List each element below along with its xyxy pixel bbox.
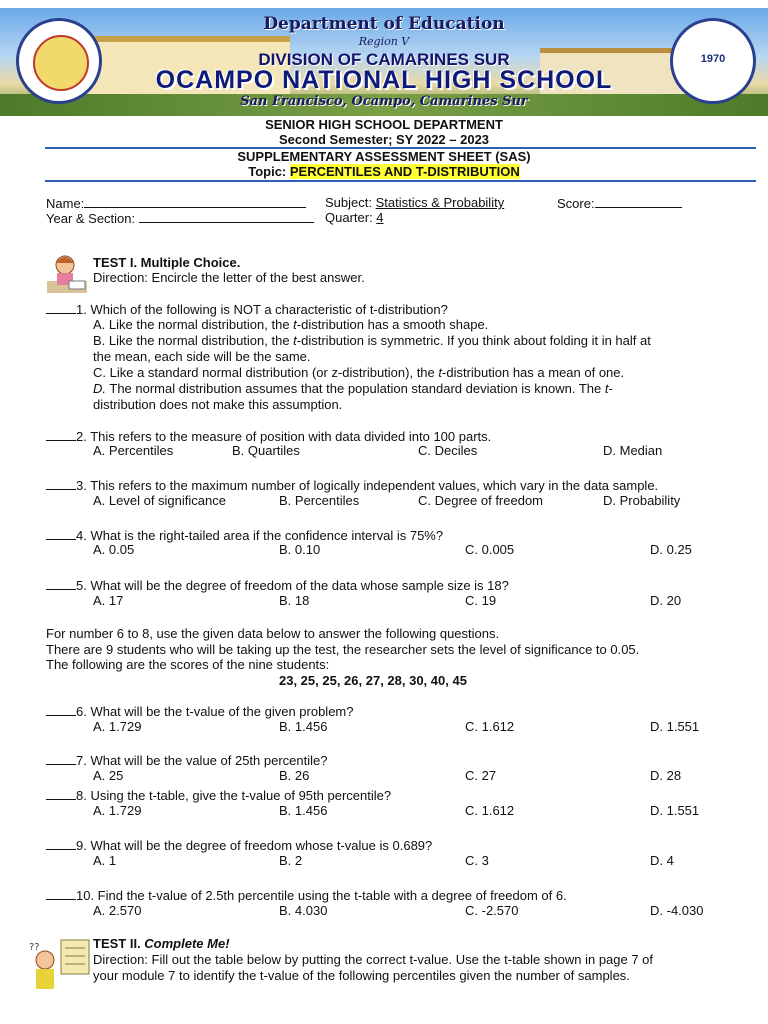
q6-stem: 6. What will be the t-value of the given problem? (46, 703, 353, 720)
q9-stem: 9. What will be the degree of freedom whose t-value is 0.689? (46, 837, 432, 854)
q7-choice-c: C. 27 (465, 768, 497, 783)
svg-text:??: ?? (29, 942, 40, 953)
q10-choice-c: C. -2.570 (465, 903, 519, 918)
q6-choice-d: D. 1.551 (650, 719, 700, 734)
q4-answer-blank[interactable] (46, 527, 76, 540)
q5-choice-d: D. 20 (650, 593, 682, 608)
q6-choice-c: C. 1.612 (465, 719, 515, 734)
quarter-line: Quarter: 4 (325, 210, 384, 225)
name-field[interactable]: Name: (46, 195, 306, 212)
q3-choice-d: D. Probability (603, 493, 681, 508)
q9-choice-c: C. 3 (465, 853, 489, 868)
set-line-3: The following are the scores of the nine students: (46, 657, 330, 672)
set-line-2: There are 9 students who will be taking up the test, the researcher sets the level of significance to 0.05. (46, 642, 640, 657)
q9-choice-d: D. 4 (650, 853, 674, 868)
q10-stem: 10. Find the t-value of 2.5th percentile using the t-table with a degree of freedom of 6. (46, 887, 567, 904)
q10-choice-a: A. 2.570 (93, 903, 142, 918)
q9-choice-a: A. 1 (93, 853, 117, 868)
q3-stem: 3. This refers to the maximum number of logically independent values, which vary in the data sample. (46, 477, 658, 494)
score-field[interactable]: Score: (557, 195, 682, 212)
semester-heading: Second Semester; SY 2022 – 2023 (278, 132, 490, 147)
q2-choice-a: A. Percentiles (93, 443, 174, 458)
test2-direction-1: Direction: Fill out the table below by putting the correct t-value. Use the t-table shown in page 7 of (93, 952, 654, 967)
q4-choice-c: C. 0.005 (465, 542, 515, 557)
q1-choice-a: A. Like the normal distribution, the t-distribution has a smooth shape. (93, 317, 489, 332)
test2-direction-2: your module 7 to identify the t-value of the following percentiles given the number of samples. (93, 968, 630, 983)
banner-school-name: OCAMPO NATIONAL HIGH SCHOOL (155, 66, 613, 94)
q10-choice-d: D. -4.030 (650, 903, 704, 918)
banner-department: Department of Education (263, 14, 505, 34)
q8-choice-a: A. 1.729 (93, 803, 142, 818)
q8-choice-d: D. 1.551 (650, 803, 700, 818)
q1-choice-c: C. Like a standard normal distribution (or z-distribution), the t-distribution has a mean of one. (93, 365, 625, 380)
topic-line: Topic: PERCENTILES AND T-DISTRIBUTION (248, 164, 520, 179)
q1-choice-b: B. Like the normal distribution, the t-distribution is symmetric. If you think about folding it in half at (93, 333, 651, 348)
q10-answer-blank[interactable] (46, 887, 76, 900)
topic-highlight: PERCENTILES AND T-DISTRIBUTION (289, 164, 520, 179)
q5-answer-blank[interactable] (46, 577, 76, 590)
q8-choice-b: B. 1.456 (279, 803, 328, 818)
q4-choice-d: D. 0.25 (650, 542, 692, 557)
q9-answer-blank[interactable] (46, 837, 76, 850)
q1-choice-d-cont: distribution does not make this assumption. (93, 397, 343, 412)
q8-choice-c: C. 1.612 (465, 803, 515, 818)
seal-year: 1970 (700, 53, 726, 65)
test1-direction: Direction: Encircle the letter of the best answer. (93, 270, 365, 285)
q8-stem: 8. Using the t-table, give the t-value of 95th percentile? (46, 787, 391, 804)
q7-choice-b: B. 26 (279, 768, 310, 783)
school-banner (0, 8, 768, 116)
q4-choice-b: B. 0.10 (279, 542, 321, 557)
q2-stem: 2. This refers to the measure of position with data divided into 100 parts. (46, 428, 491, 445)
q6-choice-a: A. 1.729 (93, 719, 142, 734)
q3-choice-a: A. Level of significance (93, 493, 226, 508)
banner-address: San Francisco, Ocampo, Camarines Sur (240, 94, 528, 109)
test2-title: TEST II. Complete Me! (93, 936, 230, 951)
scores-list: 23, 25, 25, 26, 27, 28, 30, 40, 45 (279, 673, 467, 688)
q1-choice-d: D. The normal distribution assumes that the population standard deviation is known. The t- (93, 381, 613, 396)
banner-region: Region V (358, 35, 410, 48)
q3-choice-c: C. Degree of freedom (418, 493, 544, 508)
subject-line: Subject: Statistics & Probability (325, 195, 505, 210)
sheet-title: SUPPLEMENTARY ASSESSMENT SHEET (SAS) (237, 149, 531, 164)
q7-answer-blank[interactable] (46, 752, 76, 765)
q5-choice-b: B. 18 (279, 593, 310, 608)
q6-answer-blank[interactable] (46, 703, 76, 716)
student-thinking-icon (27, 938, 91, 992)
quarter-value: 4 (376, 210, 384, 225)
q2-answer-blank[interactable] (46, 428, 76, 441)
q1-choice-b-cont: the mean, each side will be the same. (93, 349, 311, 364)
q5-choice-a: A. 17 (93, 593, 124, 608)
department-heading: SENIOR HIGH SCHOOL DEPARTMENT (265, 117, 503, 132)
q7-stem: 7. What will be the value of 25th percentile? (46, 752, 327, 769)
q9-choice-b: B. 2 (279, 853, 303, 868)
banner-division: DIVISION OF CAMARINES SUR (258, 50, 510, 69)
q7-choice-a: A. 25 (93, 768, 124, 783)
q2-choice-d: D. Median (603, 443, 663, 458)
student-reading-icon (45, 251, 89, 295)
set-intro: For number 6 to 8, use the given data below to answer the following questions. (46, 626, 500, 641)
q2-choice-b: B. Quartiles (232, 443, 300, 458)
q5-stem: 5. What will be the degree of freedom of the data whose sample size is 18? (46, 577, 509, 594)
q3-choice-b: B. Percentiles (279, 493, 360, 508)
test1-title: TEST I. Multiple Choice. (93, 255, 241, 270)
q1-answer-blank[interactable] (46, 301, 76, 314)
year-section-field[interactable]: Year & Section: (46, 210, 314, 227)
header-rule-bottom (45, 180, 756, 182)
subject-value: Statistics & Probability (375, 195, 505, 210)
q3-answer-blank[interactable] (46, 477, 76, 490)
q6-choice-b: B. 1.456 (279, 719, 328, 734)
q4-stem: 4. What is the right-tailed area if the confidence interval is 75%? (46, 527, 443, 544)
q2-choice-c: C. Deciles (418, 443, 478, 458)
q8-answer-blank[interactable] (46, 787, 76, 800)
q5-choice-c: C. 19 (465, 593, 497, 608)
q4-choice-a: A. 0.05 (93, 542, 135, 557)
q10-choice-b: B. 4.030 (279, 903, 328, 918)
q1-stem: 1. Which of the following is NOT a characteristic of t-distribution? (46, 301, 448, 318)
q7-choice-d: D. 28 (650, 768, 682, 783)
